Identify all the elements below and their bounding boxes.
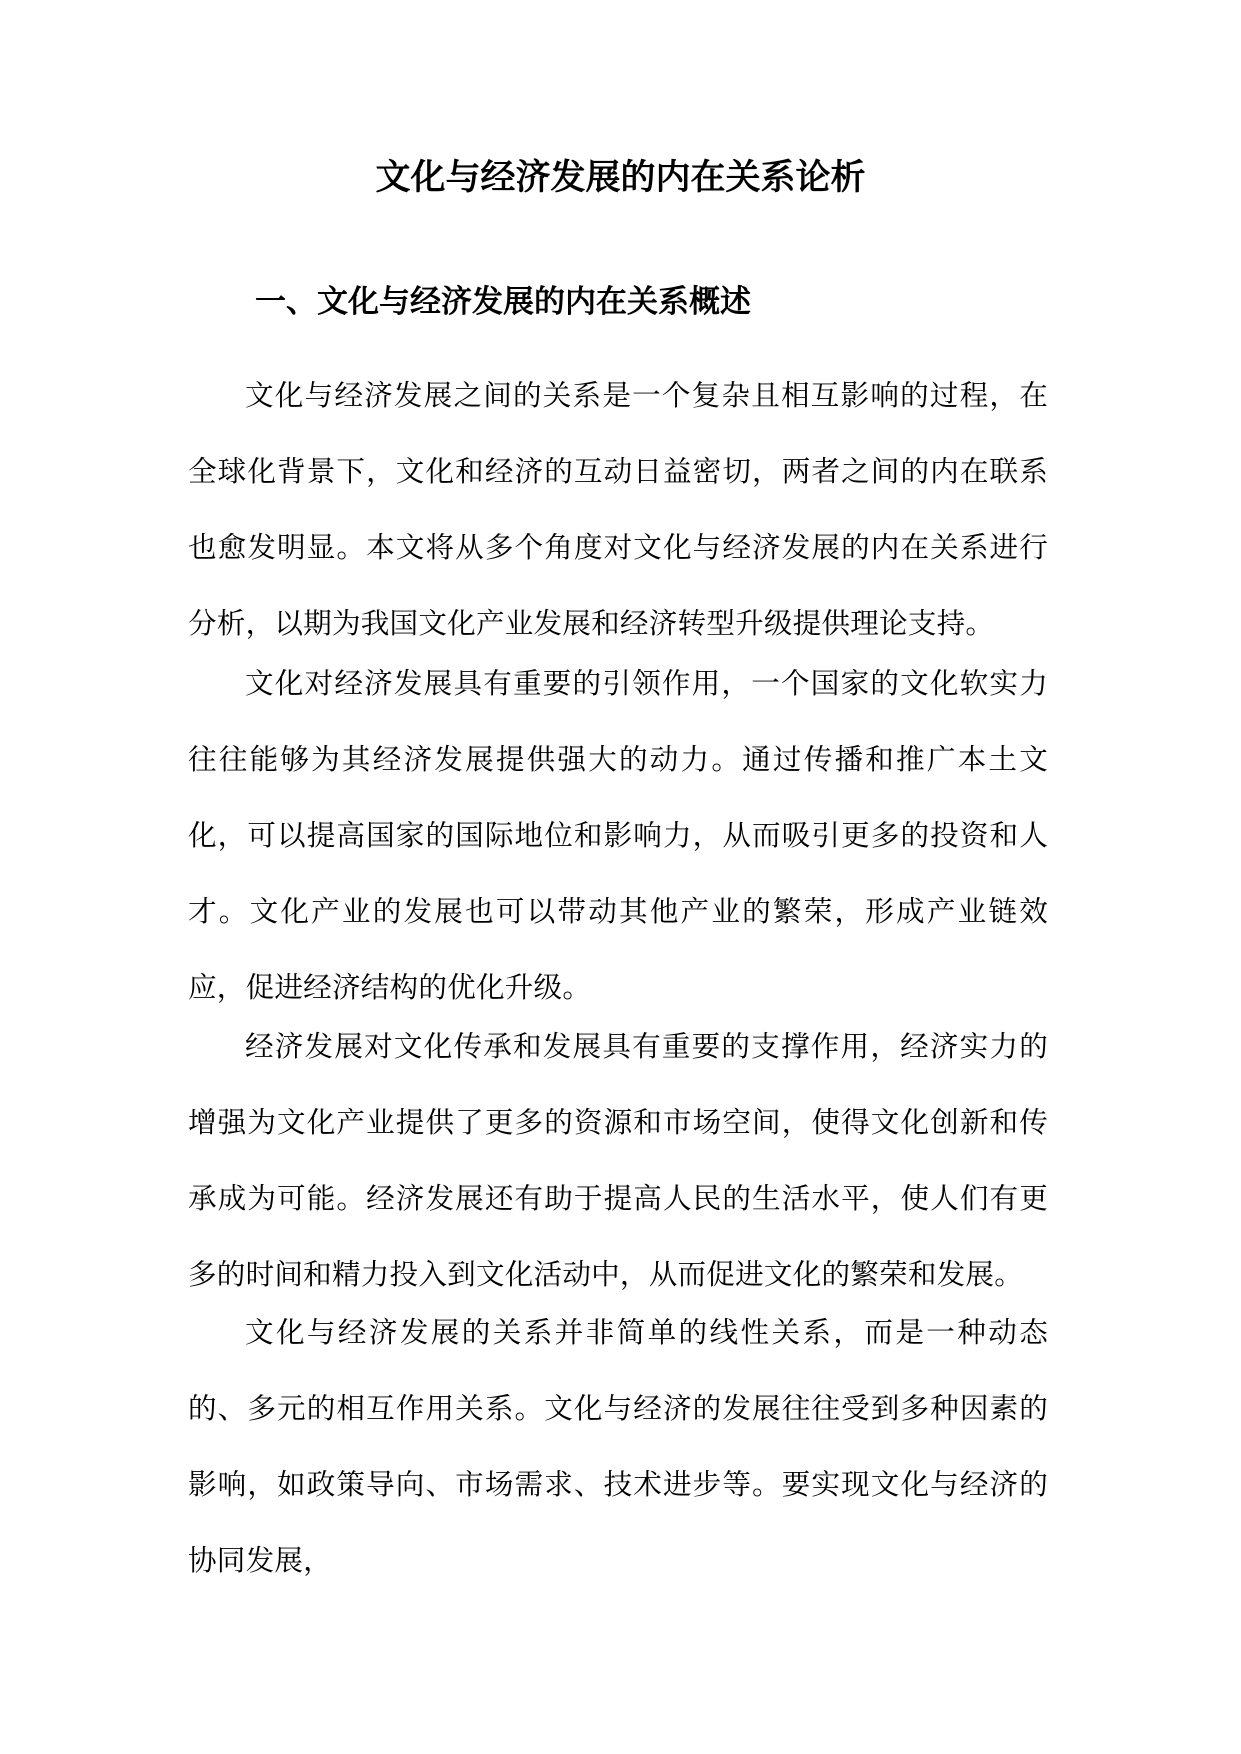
document-title: 文化与经济发展的内在关系论析 [375, 157, 866, 198]
body-paragraph: 文化与经济发展之间的关系是一个复杂且相互影响的过程，在全球化背景下，文化和经济的互动日益密切，两者之间的内在联系也愈发明显。本文将从多个角度对文化与经济发展的内在关系进行分析，以期为我国文化产业发展和经济转型升级提供理论支持。 [188, 378, 1048, 640]
section-heading: 一、文化与经济发展的内在关系概述 [255, 284, 751, 320]
body-paragraph: 文化与经济发展的关系并非简单的线性关系，而是一种动态的、多元的相互作用关系。文化与经济的发展往往受到多种因素的影响，如政策导向、市场需求、技术进步等。要实现文化与经济的协同发展， [188, 1315, 1048, 1577]
body-paragraph: 经济发展对文化传承和发展具有重要的支撑作用，经济实力的增强为文化产业提供了更多的资源和市场空间，使得文化创新和传承成为可能。经济发展还有助于提高人民的生活水平，使人们有更多的时间和精力投入到文化活动中，从而促进文化的繁荣和发展。 [188, 1029, 1048, 1291]
body-paragraph: 文化对经济发展具有重要的引领作用，一个国家的文化软实力往往能够为其经济发展提供强大的动力。通过传播和推广本土文化，可以提高国家的国际地位和影响力，从而吸引更多的投资和人才。文化产业的发展也可以带动其他产业的繁荣，形成产业链效应，促进经济结构的优化升级。 [188, 666, 1048, 1004]
